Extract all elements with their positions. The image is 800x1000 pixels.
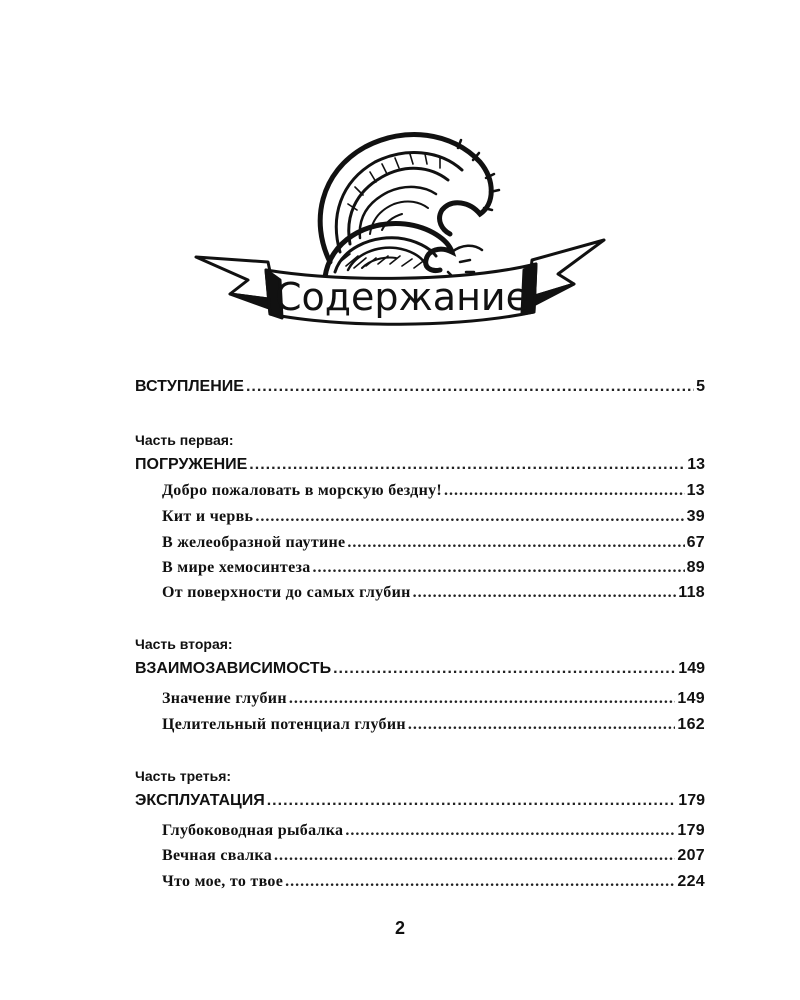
toc-entry-page: 207 — [677, 847, 705, 864]
leader-dots — [255, 508, 684, 526]
part-label: Часть вторая: — [135, 636, 233, 652]
toc-entry-page: 224 — [677, 873, 705, 890]
toc-entry-intro[interactable] — [135, 378, 705, 396]
page-number: 2 — [394, 918, 405, 938]
toc-chapter-entry[interactable] — [162, 482, 705, 500]
toc-entry-page: 179 — [678, 792, 705, 809]
toc-entry-page: 67 — [686, 534, 705, 551]
leader-dots — [413, 584, 677, 602]
toc-entry-title: Целительный потенциал глубин — [162, 716, 406, 733]
leader-dots — [285, 873, 675, 891]
toc-part-heading[interactable] — [135, 456, 705, 474]
toc-entry-title: ВСТУПЛЕНИЕ — [135, 378, 244, 395]
toc-chapter-entry[interactable] — [162, 690, 705, 708]
toc-entry-title: ПОГРУЖЕНИЕ — [135, 456, 248, 473]
toc-entry-title: В желеобразной паутине — [162, 534, 346, 551]
toc-chapter-entry[interactable] — [162, 847, 705, 865]
toc-chapter-entry[interactable] — [162, 822, 705, 840]
toc-entry-title: Добро пожаловать в морскую бездну! — [162, 482, 443, 499]
toc-entry-page: 149 — [677, 690, 705, 707]
leader-dots — [274, 847, 675, 865]
toc-part-heading[interactable] — [135, 660, 705, 678]
toc-chapter-entry[interactable] — [162, 873, 705, 891]
toc-chapter-entry[interactable] — [162, 584, 705, 602]
leader-dots — [347, 534, 684, 552]
contents-title: Содержание — [275, 275, 529, 319]
toc-entry-page: 5 — [696, 378, 705, 395]
toc-entry-page: 89 — [686, 559, 705, 576]
toc-entry-page: 179 — [677, 822, 705, 839]
toc-entry-title: Что мое, то твое — [162, 873, 284, 890]
toc-chapter-entry[interactable] — [162, 559, 705, 577]
leader-dots — [246, 378, 694, 396]
toc-chapter-entry[interactable] — [162, 534, 705, 552]
leader-dots — [289, 690, 676, 708]
toc-entry-title: ВЗАИМОЗАВИСИМОСТЬ — [135, 660, 332, 677]
leader-dots — [267, 792, 677, 810]
toc-chapter-entry[interactable] — [162, 508, 705, 526]
toc-entry-title: В мире хемосинтеза — [162, 559, 311, 576]
leader-dots — [313, 559, 685, 577]
toc-entry-title: ЭКСПЛУАТАЦИЯ — [135, 792, 265, 809]
toc-entry-page: 149 — [678, 660, 705, 677]
leader-dots — [345, 822, 675, 840]
toc-chapter-entry[interactable] — [162, 716, 705, 734]
leader-dots — [444, 482, 685, 500]
leader-dots — [408, 716, 676, 734]
toc-entry-page: 162 — [677, 716, 705, 733]
toc-entry-page: 13 — [686, 482, 705, 499]
part-label: Часть первая: — [135, 432, 234, 448]
toc-entry-title: От поверхности до самых глубин — [162, 584, 411, 601]
toc-entry-page: 13 — [687, 456, 705, 473]
toc-entry-title: Кит и червь — [162, 508, 254, 525]
toc-entry-title: Вечная свалка — [162, 847, 273, 864]
toc-entry-page: 39 — [686, 508, 705, 525]
toc-entry-title: Глубоководная рыбалка — [162, 822, 344, 839]
toc-entry-page: 118 — [678, 584, 705, 601]
leader-dots — [249, 456, 685, 474]
part-label: Часть третья: — [135, 768, 232, 784]
leader-dots — [333, 660, 676, 678]
toc-entry-title: Значение глубин — [162, 690, 287, 707]
toc-part-heading[interactable] — [135, 792, 705, 810]
